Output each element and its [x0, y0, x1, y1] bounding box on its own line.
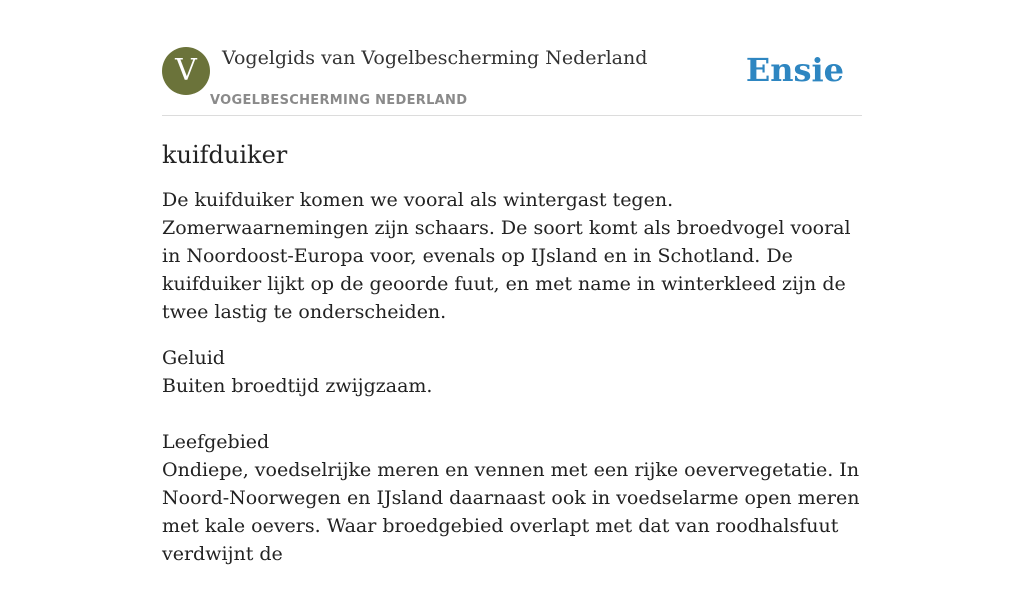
dictionary-title[interactable]: Vogelgids van Vogelbescherming Nederland — [222, 47, 648, 69]
entry-intro: De kuifduiker komen we vooral als wintergast tegen. Zomerwaarnemingen zijn schaars. De soort komt als broedvogel vooral in Noordoost-Europa voor, evenals op IJsland en in Schotland. De kuifduiker lijkt op de geoorde fuut, en met name in winterkleed zijn de twee lastig te onderscheiden. — [162, 189, 851, 323]
section-text: Buiten broedtijd zwijgzaam. — [162, 375, 433, 397]
section-text: Ondiepe, voedselrijke meren en vennen met een rijke oevervegetatie. In Noord-Noorwegen en IJsland daarnaast ook in voedselarme open meren met kale oevers. Waar broedgebied overlapt met dat van roodhalsfuut verdwijnt de — [162, 459, 860, 565]
dictionary-owner[interactable]: VOGELBESCHERMING NEDERLAND — [210, 93, 468, 108]
ensie-logo[interactable]: Ensie — [745, 51, 844, 89]
entry-term: kuifduiker — [162, 141, 288, 169]
entry-content — [162, 138, 862, 596]
entry-section-geluid — [162, 344, 862, 400]
dictionary-avatar[interactable]: V — [162, 47, 210, 95]
dictionary-header — [162, 46, 862, 116]
section-heading: Geluid — [162, 347, 225, 369]
entry-section-leefgebied — [162, 428, 862, 568]
section-heading: Leefgebied — [162, 431, 270, 453]
